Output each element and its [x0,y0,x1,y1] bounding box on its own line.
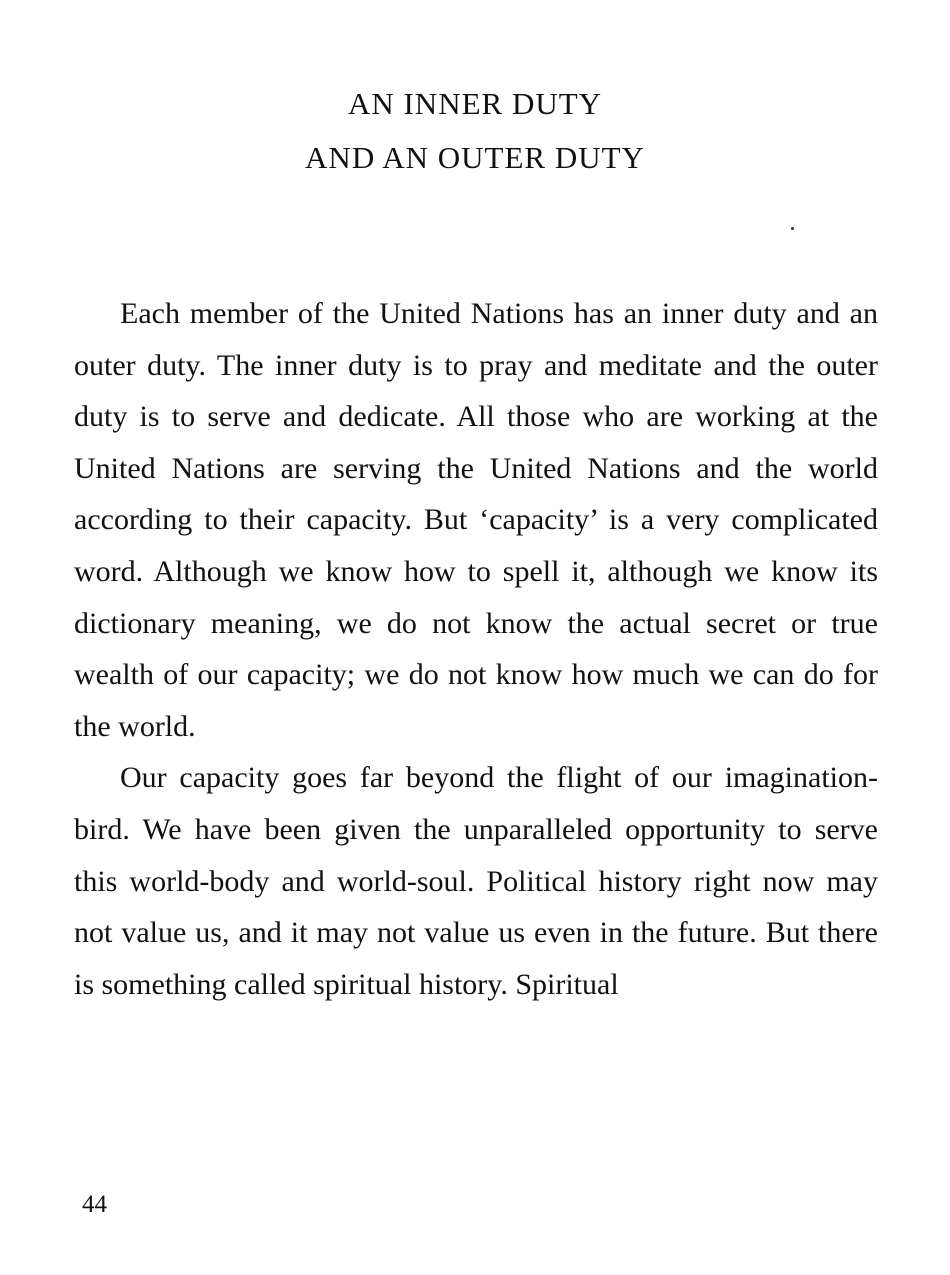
page-number: 44 [82,1191,107,1218]
paragraph-2: Our capacity goes far beyond the flight of our imagination-bird. We have been given the unparalleled opportunity to serve this world-body and world-soul. Political history right now may not value us, and it may not value us even in the future. But there is something called spiritual history. Spiritual [74,761,878,1001]
chapter-body [74,288,878,1010]
chapter-title-line-1: AN INNER DUTY [347,86,603,121]
print-speck [791,227,794,230]
paragraph-1: Each member of the United Nations has an inner duty and an outer duty. The inner duty is to pray and meditate and the outer duty is to serve and dedicate. All those who are working at the United Nations are serving the United Nations and the world according to their capacity. But ‘capacity’ is a very complicated word. Although we know how to spell it, although we know its dictionary meaning, we do not know the actual secret or true wealth of our capacity; we do not know how much we can do for the world. [74,297,878,743]
chapter-title-line-2: AND AN OUTER DUTY [305,140,645,175]
